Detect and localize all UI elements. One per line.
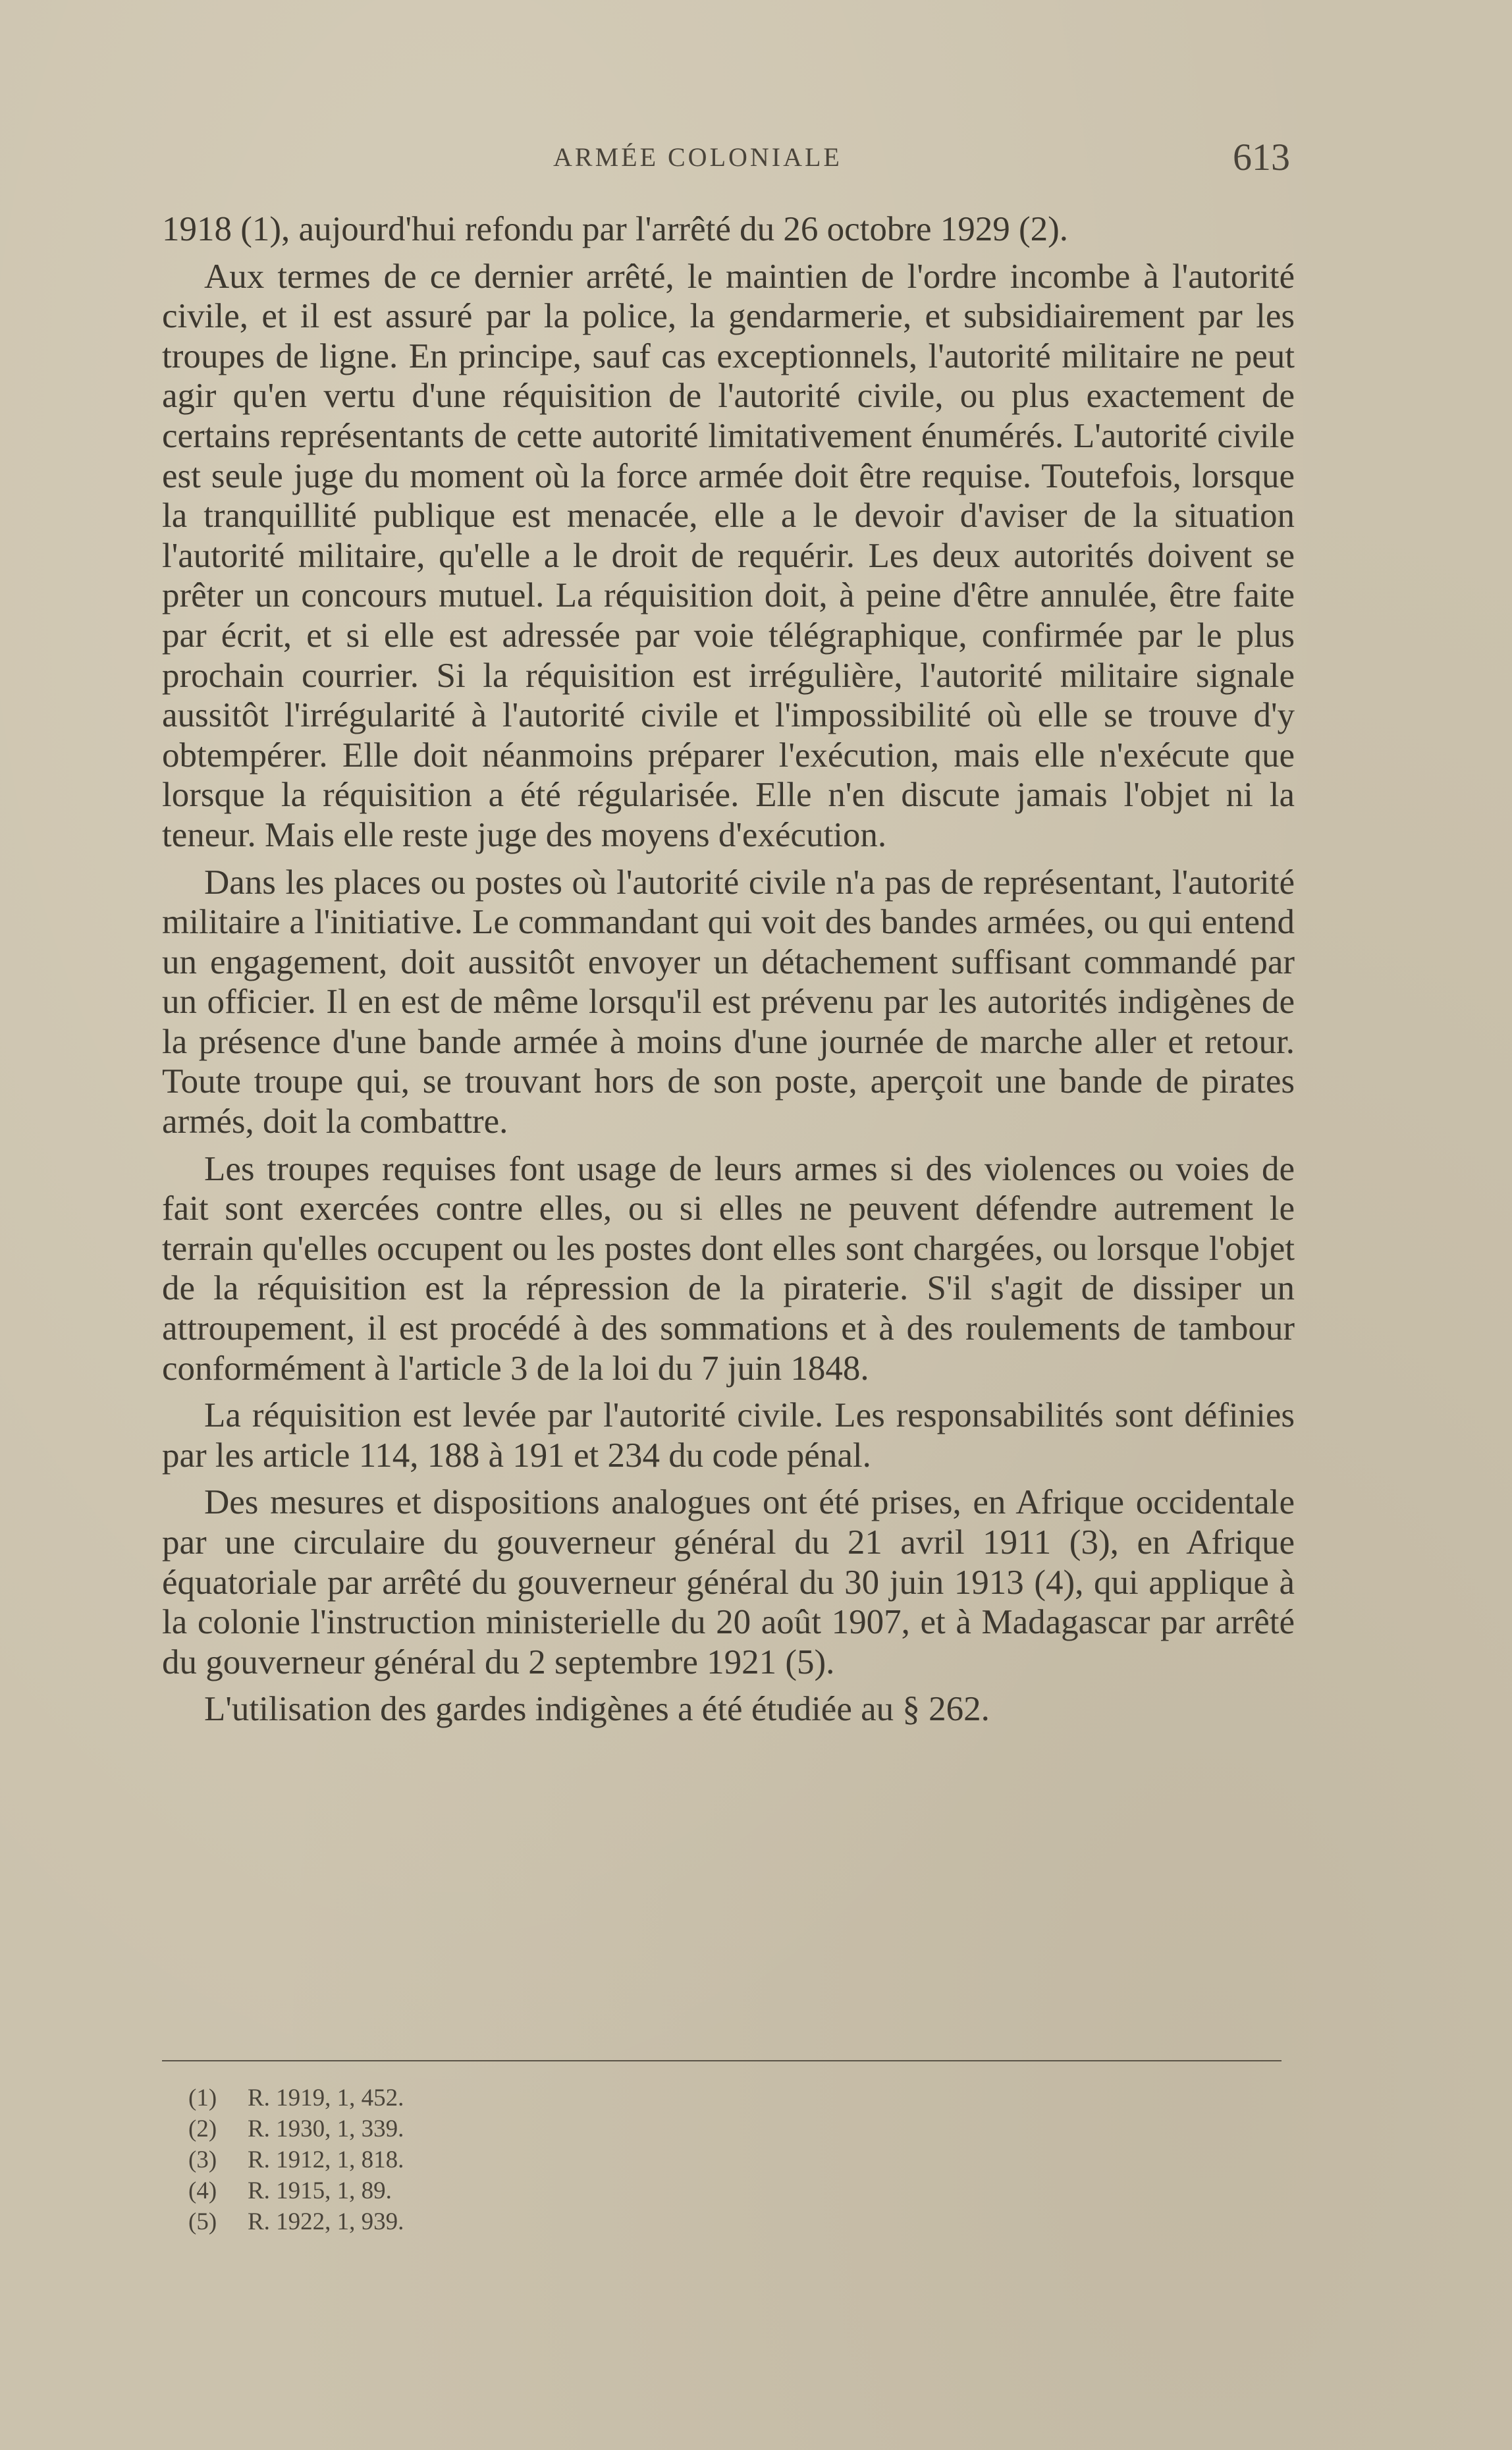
footnote-reference: R. 1915, 1, 89.	[248, 2177, 392, 2204]
footnote-divider	[162, 2060, 1282, 2061]
paragraph-responsibilities: La réquisition est levée par l'autorité civile. Les responsabilités sont définies par les article 114, 188 à 191 et 234 du code pénal.	[162, 1396, 1295, 1475]
footnote	[188, 2206, 847, 2237]
paragraph-other-colonies: Des mesures et dispositions analogues ont été prises, en Afrique occidentale par une circulaire du gouverneur général du 21 avril 1911 (3), en Afrique équatoriale par arrêté du gouverneur général du 30 juin 1913 (4), qui applique à la colonie l'instruction ministerielle du 20 août 1907, et à Madagascar par arrêté du gouverneur général du 2 septembre 1921 (5).	[162, 1483, 1295, 1681]
page-number: 613	[1233, 136, 1290, 178]
paragraph-use-of-arms: Les troupes requises font usage de leurs armes si des violences ou voies de fait sont exercées contre elles, ou si elles ne peuvent défendre autrement le terrain qu'elles occupent ou les postes dont elles sont chargées, ou lorsque l'objet de la réquisition est la répression de la piraterie. S'il s'agit de dissiper un attroupement, il est procédé à des sommations et à des roulements de tambour conformément à l'article 3 de la loi du 7 juin 1848.	[162, 1149, 1295, 1388]
footnote-number: (2)	[188, 2115, 217, 2142]
footnotes	[188, 2082, 847, 2237]
footnote-number: (1)	[188, 2084, 217, 2111]
footnote-reference: R. 1919, 1, 452.	[248, 2084, 404, 2111]
body-text	[162, 209, 1295, 1737]
paragraph-continuation: 1918 (1), aujourd'hui refondu par l'arrêté du 26 octobre 1929 (2).	[162, 210, 1069, 248]
running-title: ARMÉE COLONIALE	[553, 142, 842, 172]
paragraph-initiative: Dans les places ou postes où l'autorité civile n'a pas de représentant, l'autorité militaire a l'initiative. Le commandant qui voit des bandes armées, ou qui entend un engagement, doit aussitôt envoyer un détachement suffisant commandé par un officier. Il en est de même lorsqu'il est prévenu par les autorités indigènes de la présence d'une bande armée à moins d'une journée de marche aller et retour. Toute troupe qui, se trouvant hors de son poste, aperçoit une bande de pirates armés, doit la combattre.	[162, 863, 1295, 1141]
footnote-number: (5)	[188, 2208, 217, 2235]
footnote-number: (3)	[188, 2146, 217, 2173]
footnote-reference: R. 1922, 1, 939.	[248, 2208, 404, 2235]
paragraph-native-guards: L'utilisation des gardes indigènes a été étudiée au § 262.	[204, 1690, 990, 1729]
running-head	[0, 135, 1512, 181]
footnote	[188, 2175, 847, 2206]
footnote-reference: R. 1912, 1, 818.	[248, 2146, 404, 2173]
footnote	[188, 2113, 847, 2144]
footnote	[188, 2082, 847, 2113]
footnote	[188, 2144, 847, 2175]
footnote-number: (4)	[188, 2177, 217, 2204]
paragraph-requisition: Aux termes de ce dernier arrêté, le maintien de l'ordre incombe à l'autorité civile, et il est assuré par la police, la gendarmerie, et subsidiairement par les troupes de ligne. En principe, sauf cas exceptionnels, l'autorité militaire ne peut agir qu'en vertu d'une réquisition de l'autorité civile, ou plus exactement de certains représentants de cette autorité limitativement énumérés. L'autorité civile est seule juge du moment où la force armée doit être requise. Toutefois, lorsque la tranquillité publique est menacée, elle a le devoir d'aviser de la situation l'autorité militaire, qu'elle a le droit de requérir. Les deux autorités doivent se prêter un concours mutuel. La réquisition doit, à peine d'être annulée, être faite par écrit, et si elle est adressée par voie télégraphique, confirmée par le plus prochain courrier. Si la réquisition est irrégulière, l'autorité militaire signale aussitôt l'irrégularité à l'autorité civile et l'impossibilité où elle se trouve d'y obtempérer. Elle doit néanmoins préparer l'exécution, mais elle n'exécute que lorsque la réquisition a été régularisée. Elle n'en discute jamais l'objet ni la teneur. Mais elle reste juge des moyens d'exécution.	[162, 257, 1295, 854]
footnote-reference: R. 1930, 1, 339.	[248, 2115, 404, 2142]
